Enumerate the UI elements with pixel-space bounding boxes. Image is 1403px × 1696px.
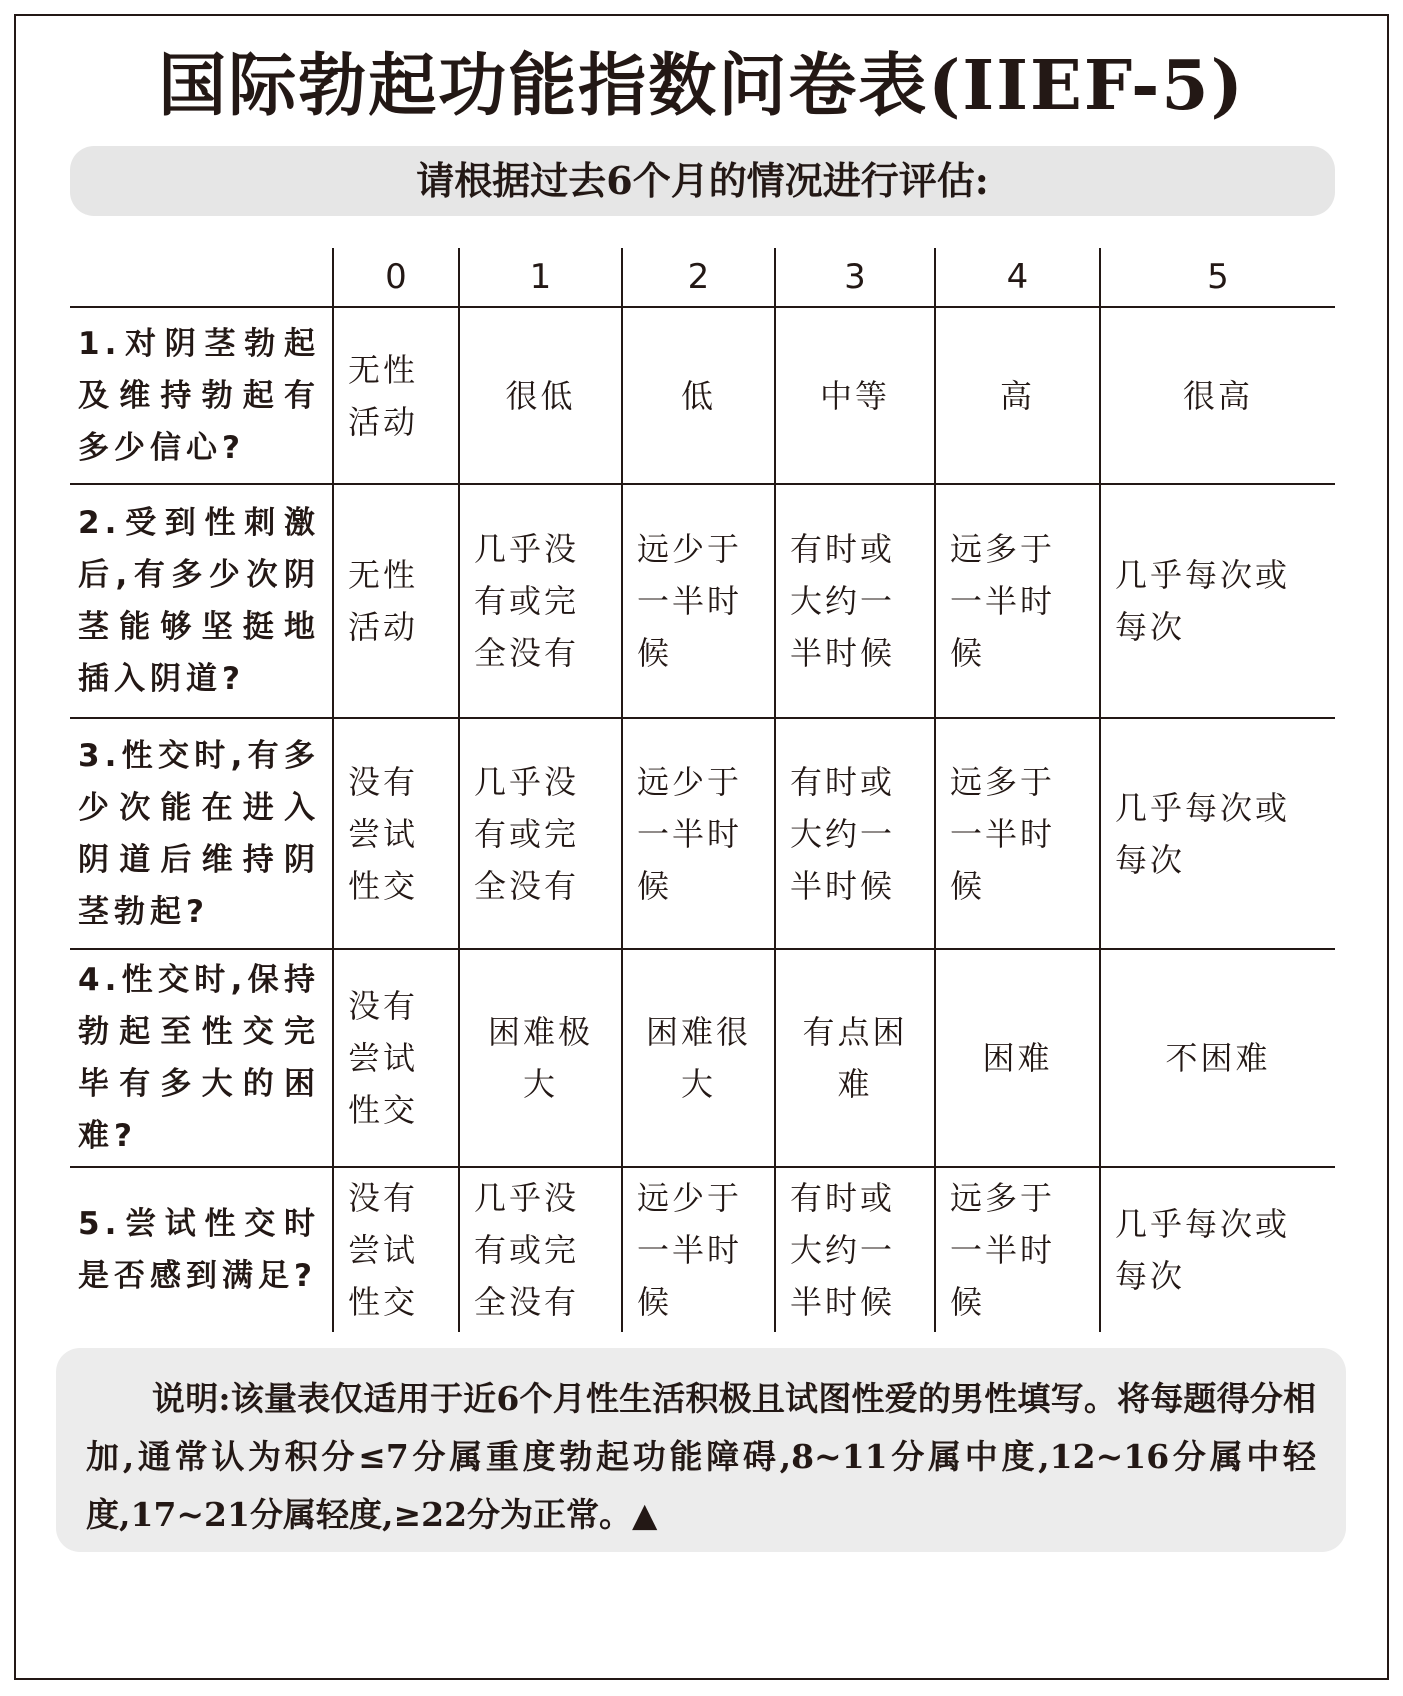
answer-4-1: 困难极大 <box>487 1013 593 1103</box>
answer-5-2: 远少于一半时候 <box>637 1179 743 1321</box>
answer-4-0: 没有尝试性交 <box>348 987 419 1129</box>
answer-2-1: 几乎没有或完全没有 <box>474 530 580 672</box>
answer-3-1: 几乎没有或完全没有 <box>474 762 580 905</box>
page-title: 国际勃起功能指数问卷表(IIEF-5) <box>158 46 1245 126</box>
score-header-row <box>70 248 1335 307</box>
iief5-table <box>70 248 1335 1332</box>
answer-5-1: 几乎没有或完全没有 <box>474 1179 580 1321</box>
answer-1-2: 低 <box>680 376 716 415</box>
answer-1-3: 中等 <box>819 376 890 415</box>
answer-5-0: 没有尝试性交 <box>348 1179 419 1321</box>
question-5: 5.尝试性交时是否感到满足? <box>78 1206 320 1294</box>
question-3: 3.性交时,有多少次能在进入阴道后维持阴茎勃起? <box>70 718 333 949</box>
answer-3-5: 几乎每次或每次 <box>1115 788 1291 879</box>
table-row <box>70 307 1335 484</box>
answer-4-2: 困难很大 <box>645 1013 751 1103</box>
score-header-3: 3 <box>775 248 935 307</box>
table-row <box>70 949 1335 1167</box>
answer-3-2: 远少于一半时候 <box>637 762 743 905</box>
answer-4-4: 困难 <box>982 1039 1053 1077</box>
question-1: 1.对阴茎勃起及维持勃起有多少信心? <box>70 307 333 484</box>
answer-1-0: 无性活动 <box>348 350 419 441</box>
answer-4-5: 不困难 <box>1165 1039 1271 1077</box>
page-frame <box>14 14 1389 1680</box>
score-header-0: 0 <box>333 248 459 307</box>
score-header-4: 4 <box>935 248 1100 307</box>
answer-1-5: 很高 <box>1182 376 1253 415</box>
scoring-note: 说明:该量表仅适用于近6个月性生活积极且试图性爱的男性填写。将每题得分相加,通常认为积分≤7分属重度勃起功能障碍,8~11分属中度,12~16分属中轻度,17~21分属轻度,≥22分为正常。▲ <box>56 1348 1346 1552</box>
answer-5-3: 有时或大约一半时候 <box>790 1179 896 1321</box>
answer-3-3: 有时或大约一半时候 <box>790 762 896 905</box>
answer-2-2: 远少于一半时候 <box>637 530 743 672</box>
table-row <box>70 484 1335 718</box>
header-blank <box>70 248 333 307</box>
answer-5-5: 几乎每次或每次 <box>1115 1205 1291 1295</box>
answer-2-0: 无性活动 <box>348 556 419 646</box>
table-row <box>70 718 1335 949</box>
answer-5-4: 远多于一半时候 <box>950 1179 1056 1321</box>
score-header-2: 2 <box>622 248 775 307</box>
subtitle-banner: 请根据过去6个月的情况进行评估: <box>70 146 1335 216</box>
answer-2-4: 远多于一半时候 <box>950 530 1056 672</box>
answer-4-3: 有点困难 <box>802 1013 908 1103</box>
score-header-5: 5 <box>1100 248 1335 307</box>
answer-2-3: 有时或大约一半时候 <box>790 530 896 672</box>
table-row <box>70 1167 1335 1332</box>
answer-3-0: 没有尝试性交 <box>348 762 419 905</box>
answer-1-4: 高 <box>999 376 1035 415</box>
score-header-1: 1 <box>459 248 622 307</box>
answer-3-4: 远多于一半时候 <box>950 762 1056 905</box>
answer-1-1: 很低 <box>505 376 576 415</box>
answer-2-5: 几乎每次或每次 <box>1115 556 1291 646</box>
question-2: 2.受到性刺激后,有多少次阴茎能够坚挺地插入阴道? <box>70 484 333 718</box>
question-4: 4.性交时,保持勃起至性交完毕有多大的困难? <box>70 949 333 1167</box>
